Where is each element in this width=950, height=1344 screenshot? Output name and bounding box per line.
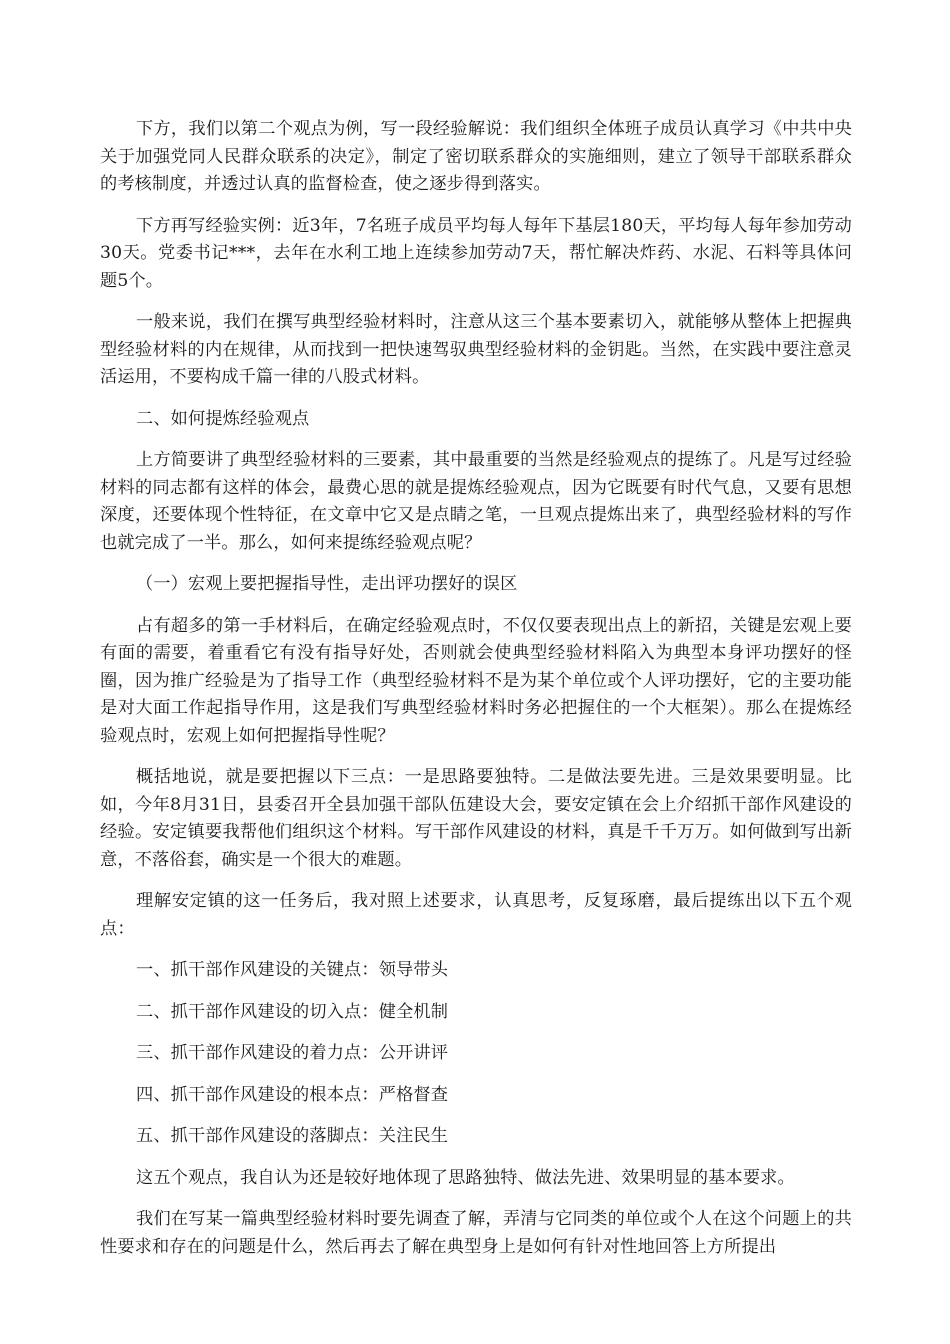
point-item: 三、抓干部作风建设的着力点：公开讲评 [136,1043,449,1063]
point-item: 一、抓干部作风建设的关键点：领导带头 [136,960,449,980]
paragraph-example-case: 下方再写经验实例：近3年，7名班子成员平均每人每年下基层180天，平均每人每年参加劳动30天。党委书记***，去年在水利工地上连续参加劳动7天，帮忙解决炸药、水泥、石料等具体问题5个。 [100,215,852,291]
paragraph-three-points: 概括地说，就是要把握以下三点：一是思路要独特。二是做法要先进。三是效果要明显。比如，今年8月31日，县委召开全县加强干部队伍建设大会，要安定镇在会上介绍抓干部作风建设的经验。安定镇要我帮他们组织这个材料。写干部作风建设的材料，真是千千万万。如何做到写出新意，不落俗套，确实是一个很大的难题。 [100,767,852,870]
paragraph-conclusion: 这五个观点，我自认为还是较好地体现了思路独特、做法先进、效果明显的基本要求。 [136,1167,795,1188]
paragraph-section-intro: 上方简要讲了典型经验材料的三要素，其中最重要的当然是经验观点的提练了。凡是写过经验材料的同志都有这样的体会，最费心思的就是提炼经验观点，因为它既要有时代气息，又要有思想深度，还要体现个性特征，在文章中它又是点睛之笔，一旦观点提炼出来了，典型经验材料的写作也就完成了一半。那么，如何来提练经验观点呢？ [100,450,852,553]
paragraph-summary: 一般来说，我们在撰写典型经验材料时，注意从这三个基本要素切入，就能够从整体上把握典型经验材料的内在规律，从而找到一把快速驾驭典型经验材料的金钥匙。当然，在实践中要注意灵活运用，不要构成千篇一律的八股式材料。 [100,312,852,387]
point-item: 二、抓干部作风建设的切入点：健全机制 [136,1001,449,1022]
paragraph-guidance: 占有超多的第一手材料后，在确定经验观点时，不仅仅要表现出点上的新招，关键是宏观上要有面的需要，着重看它有没有指导好处，否则就会使典型经验材料陷入为典型本身评功摆好的怪圈，因为推广经验是为了指导工作（典型经验材料不是为某个单位或个人评功摆好，它的主要功能是对大面工作起指导作用，这是我们写典型经验材料时务必把握住的一个大框架）。那么在提炼经验观点时，宏观上如何把握指导性呢？ [100,615,852,746]
paragraph-five-points-intro: 理解安定镇的这一任务后，我对照上述要求，认真思考，反复琢磨，最后提练出以下五个观点： [100,891,852,939]
section-heading: 二、如何提炼经验观点 [136,408,310,429]
subsection-heading: （一）宏观上要把握指导性，走出评功摆好的误区 [136,574,518,594]
point-item: 四、抓干部作风建设的根本点：严格督查 [136,1084,449,1105]
point-item: 五、抓干部作风建设的落脚点：关注民生 [136,1126,449,1146]
paragraph-research: 我们在写某一篇典型经验材料时要先调查了解，弄清与它同类的单位或个人在这个问题上的共性要求和存在的问题是什么，然后再去了解在典型身上是如何有针对性地回答上方所提出 [100,1209,852,1257]
document-page [100,116,852,1275]
paragraph-example-intro: 下方，我们以第二个观点为例，写一段经验解说：我们组织全体班子成员认真学习《中共中央关于加强党同人民群众联系的决定》，制定了密切联系群众的实施细则，建立了领导干部联系群众的考核制度，并透过认真的监督检查，使之逐步得到落实。 [100,119,852,194]
